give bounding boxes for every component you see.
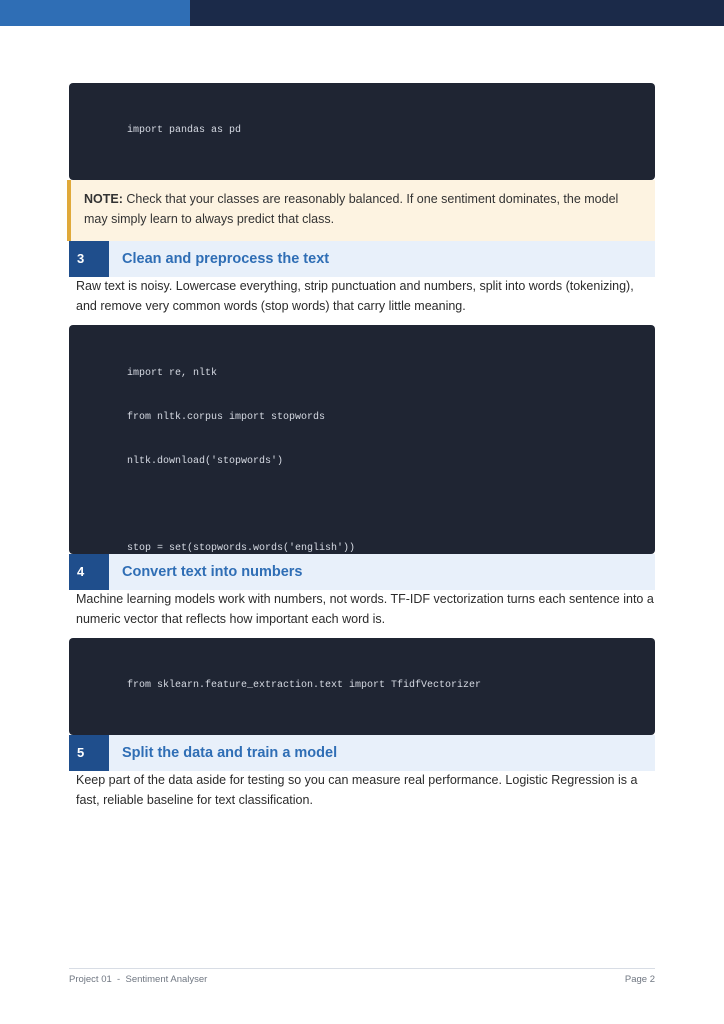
code-line: [127, 168, 655, 180]
code-line: from nltk.corpus import stopwords: [127, 411, 326, 423]
note-label: NOTE:: [84, 192, 123, 206]
code-line: import re, nltk: [127, 368, 218, 380]
section-title: Split the data and train a model: [122, 745, 338, 761]
code-line: from sklearn.feature_extraction.text import TfidfVectorizer: [127, 680, 482, 692]
code-block-imports: [69, 83, 655, 180]
section-paragraph: Keep part of the data aside for testing so you can measure real performance. Logistic Regression is a fast, reliable baseline for text classification.: [76, 773, 638, 807]
note-callout: [67, 180, 655, 241]
code-block-vectorize: [69, 638, 655, 735]
header-accent-bar: [0, 0, 190, 26]
code-line: [127, 723, 655, 735]
section-header-4: [69, 554, 655, 590]
note-text: Check that your classes are reasonably balanced. If one sentiment dominates, the model may simply learn to always predict that class.: [84, 192, 619, 226]
section-title: Clean and preprocess the text: [122, 251, 330, 267]
section-number: 3: [69, 241, 109, 277]
code-line: import pandas as pd: [127, 125, 242, 137]
code-block-clean: [69, 325, 655, 554]
footer-divider: [69, 968, 655, 969]
section-number: 4: [69, 554, 109, 590]
code-line: stop = set(stopwords.words('english')): [127, 543, 356, 554]
section-paragraph: Machine learning models work with numbers, not words. TF-IDF vectorization turns each sentence into a numeric vector that reflects how important each word is.: [76, 592, 654, 626]
section-header-3: [69, 241, 655, 277]
code-line: nltk.download('stopwords'): [127, 455, 284, 467]
section-header-5: [69, 735, 655, 771]
code-line: [127, 499, 655, 514]
section-paragraph: Raw text is noisy. Lowercase everything, strip punctuation and numbers, split into words (tokenizing), and remove very common words (stop words) that carry little meaning.: [76, 279, 634, 313]
footer-project-label: Project 01 - Sentiment Analyser: [69, 974, 208, 985]
footer-page-number: Page 2: [624, 974, 655, 985]
section-title: Convert text into numbers: [122, 564, 303, 580]
section-number: 5: [69, 735, 109, 771]
